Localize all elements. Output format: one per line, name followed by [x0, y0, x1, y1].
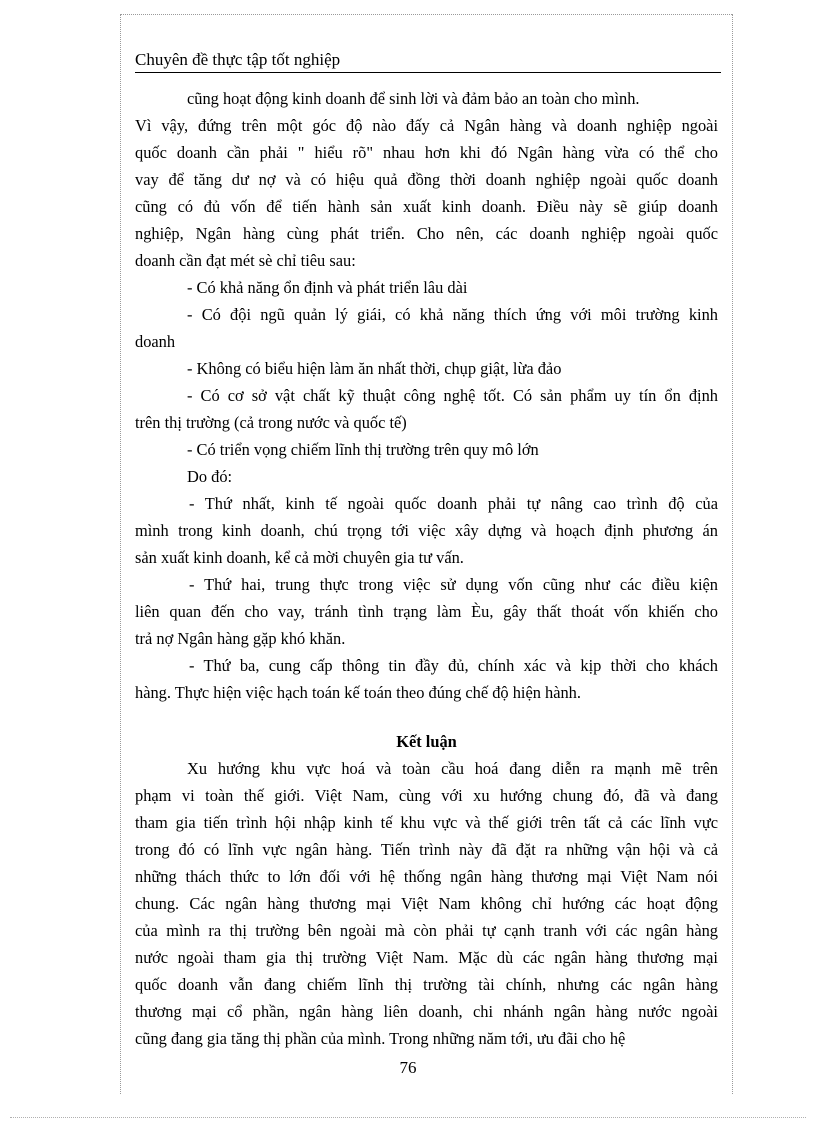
- text-line: sản xuất kinh doanh, kể cả mời chuyên gia tư vấn.: [135, 548, 464, 567]
- text-line: cũng có đủ vốn để tiến hành sản xuất kinh doanh. Điều này sẽ giúp doanh: [135, 197, 718, 216]
- text-line: - Có triển vọng chiếm lĩnh thị trường trên quy mô lớn: [187, 440, 539, 459]
- text-line: - Có cơ sở vật chất kỹ thuật công nghệ tốt. Có sản phẩm uy tín ổn định: [187, 386, 718, 405]
- page-frame-right: [732, 14, 733, 1094]
- text-line: những thách thức to lớn đối với hệ thống ngân hàng thương mại Việt Nam nói: [135, 867, 718, 886]
- text-line: cũng hoạt động kinh doanh để sinh lời và đảm bảo an toàn cho mình.: [187, 89, 640, 108]
- text-line: cũng đang gia tăng thị phần của mình. Trong những năm tới, ưu đãi cho hệ: [135, 1029, 626, 1048]
- text-line: - Không có biểu hiện làm ăn nhất thời, chụp giật, lừa đảo: [187, 359, 562, 378]
- body-text: [135, 85, 718, 1052]
- text-line: quốc doanh cần phải " hiểu rõ" nhau hơn khi đó Ngân hàng vừa có thể cho: [135, 143, 718, 162]
- text-line: - Thứ nhất, kinh tế ngoài quốc doanh phải tự nâng cao trình độ của: [189, 494, 718, 513]
- text-line: tham gia tiến trình hội nhập kinh tế khu vực và thế giới trên tất cả các lĩnh vực: [135, 813, 718, 832]
- text-line: của mình ra thị trường bên ngoài mà còn phải tự cạnh tranh với các ngân hàng: [135, 921, 718, 940]
- page-frame-left: [120, 14, 121, 1094]
- text-line: chung. Các ngân hàng thương mại Việt Nam không chỉ hướng các hoạt động: [135, 894, 718, 913]
- text-line: doanh cần đạt mét sè chỉ tiêu sau:: [135, 251, 356, 270]
- text-line: nghiệp, Ngân hàng cùng phát triển. Cho nên, các doanh nghiệp ngoài quốc: [135, 224, 718, 243]
- text-line: trong đó có lĩnh vực ngân hàng. Tiến trình này đã đặt ra những vận hội và cả: [135, 840, 718, 859]
- text-line: phạm vi toàn thế giới. Việt Nam, cùng với xu hướng chung đó, đã và đang: [135, 786, 718, 805]
- text-line: Vì vậy, đứng trên một góc độ nào đấy cả Ngân hàng và doanh nghiệp ngoài: [135, 116, 718, 135]
- text-line: thương mại cổ phần, ngân hàng liên doanh, chi nhánh ngân hàng nước ngoài: [135, 1002, 718, 1021]
- section-gap: [135, 706, 718, 728]
- text-line: trả nợ Ngân hàng gặp khó khăn.: [135, 629, 346, 648]
- text-line: - Thứ ba, cung cấp thông tin đầy đủ, chính xác và kịp thời cho khách: [189, 656, 718, 675]
- text-line: - Có khả năng ổn định và phát triển lâu dài: [187, 278, 468, 297]
- page-frame-top: [120, 14, 732, 15]
- text-line: nước ngoài tham gia thị trường Việt Nam. Mặc dù các ngân hàng thương mại: [135, 948, 718, 967]
- text-line: doanh: [135, 332, 176, 351]
- running-header: Chuyên đề thực tập tốt nghiệp: [135, 49, 721, 73]
- text-line: - Có đội ngũ quản lý giái, có khả năng thích ứng với môi trường kinh: [187, 305, 718, 324]
- page-frame-bottom: [10, 1117, 806, 1118]
- page-number: 76: [399, 1058, 417, 1077]
- text-line: hàng. Thực hiện việc hạch toán kế toán theo đúng chế độ hiện hành.: [135, 683, 581, 702]
- section-title: Kết luận: [396, 732, 457, 751]
- text-line: - Thứ hai, trung thực trong việc sử dụng vốn cũng như các điều kiện: [189, 575, 718, 594]
- text-line: mình trong kinh doanh, chú trọng tới việc xây dựng và hoạch định phương án: [135, 521, 718, 540]
- text-line: Do đó:: [187, 467, 233, 486]
- text-line: trên thị trường (cả trong nước và quốc tế): [135, 413, 407, 432]
- text-line: Xu hướng khu vực hoá và toàn cầu hoá đang diễn ra mạnh mẽ trên: [187, 759, 718, 778]
- text-line: vay để tăng dư nợ và có hiệu quả đồng thời doanh nghiệp ngoài quốc doanh: [135, 170, 718, 189]
- text-line: liên quan đến cho vay, tránh tình trạng làm Èu, gây thất thoát vốn khiến cho: [135, 602, 718, 621]
- text-line: quốc doanh vẫn đang chiếm lĩnh thị trường tài chính, nhưng các ngân hàng: [135, 975, 718, 994]
